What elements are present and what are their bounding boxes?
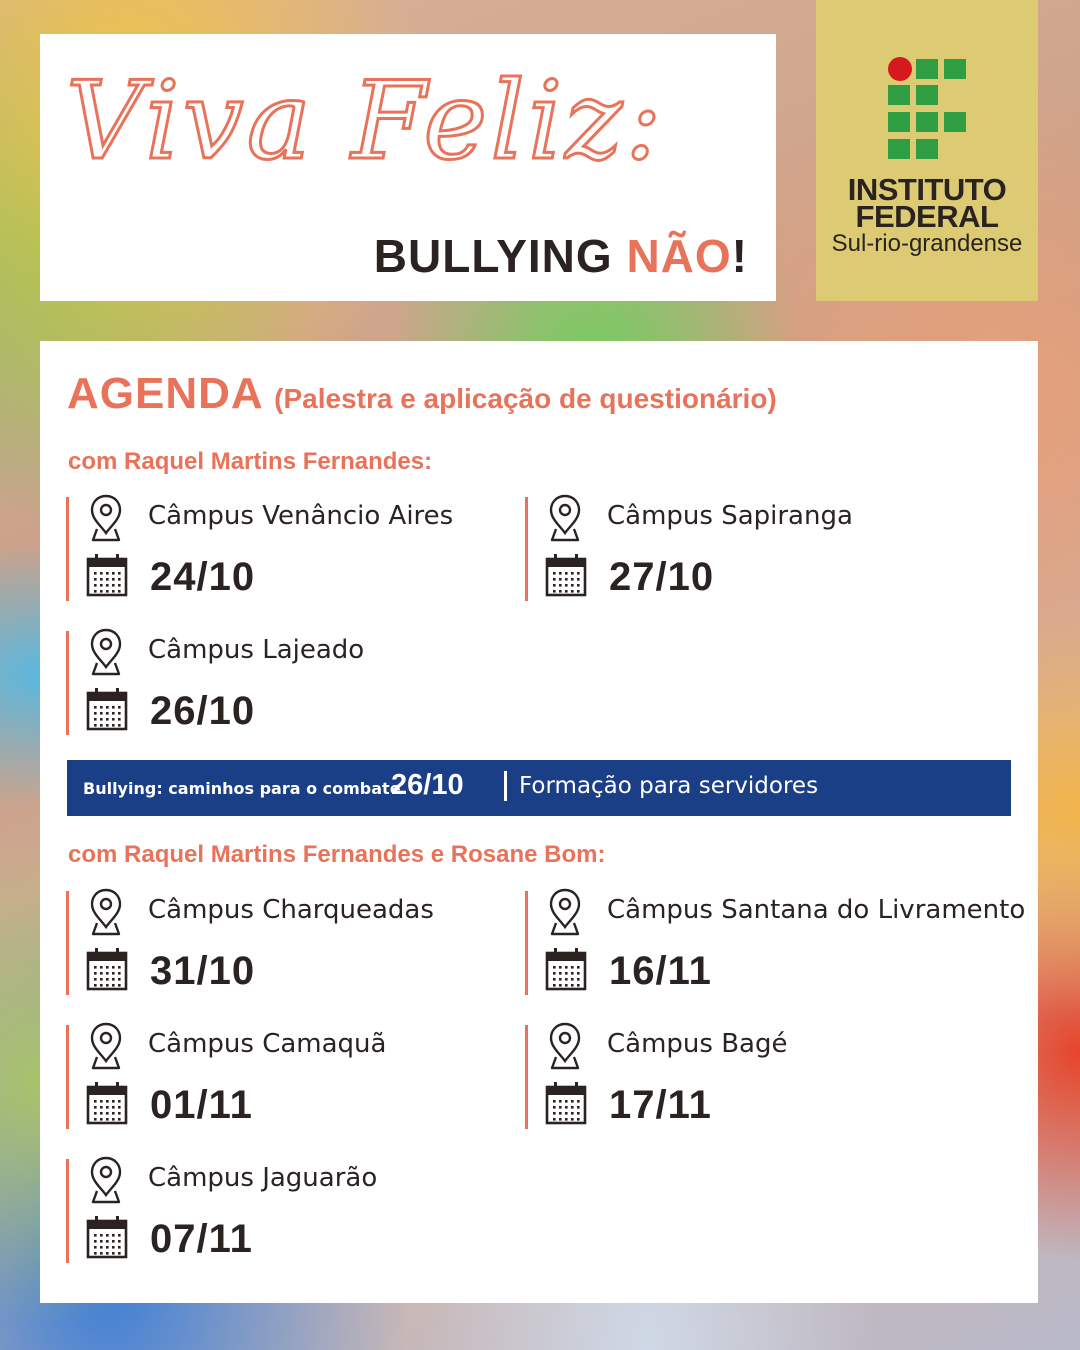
title-card [40,34,776,301]
event-accent-bar [66,497,69,601]
training-banner [67,760,1011,816]
group2-heading: com Raquel Martins Fernandes e Rosane Bom: [68,841,606,868]
agenda-card [40,341,1038,1303]
map-pin-icon [88,627,124,677]
event-accent-bar [66,631,69,735]
ifsul-logo [816,0,1038,301]
event-date: 07/11 [150,1217,253,1261]
logo-text-sul-rio-grandense: Sul-rio-grandense [831,230,1023,257]
logo-text-federal: FEDERAL [855,199,999,234]
event-date: 01/11 [150,1083,253,1127]
calendar-icon [86,947,128,991]
calendar-icon [86,553,128,597]
title-bullying-nao: BULLYING NÃO! [373,230,748,282]
calendar-icon [86,1081,128,1125]
map-pin-icon [547,493,583,543]
title-script: Viva Feliz: [66,59,665,184]
campus-name: Câmpus Camaquã [148,1029,387,1059]
map-pin-icon [88,887,124,937]
event-accent-bar [525,1025,528,1129]
event-date: 16/11 [609,949,712,993]
logo-grid-icon [888,57,966,161]
event-santana-do-livramento [525,891,1026,995]
event-jaguarao [66,1159,506,1263]
event-date: 17/11 [609,1083,712,1127]
map-pin-icon [88,1155,124,1205]
logo-text-instituto: INSTITUTO [847,172,1007,207]
event-date: 27/10 [609,555,715,599]
event-lajeado [66,631,506,735]
calendar-icon [545,947,587,991]
event-charqueadas [66,891,506,995]
map-pin-icon [88,493,124,543]
event-camaqua [66,1025,506,1129]
campus-name: Câmpus Charqueadas [148,895,434,925]
event-venancio-aires [66,497,506,601]
campus-name: Câmpus Santana do Livramento [607,895,1026,925]
campus-name: Câmpus Lajeado [148,635,365,665]
campus-name: Câmpus Sapiranga [607,501,853,531]
event-sapiranga [525,497,965,601]
event-date: 26/10 [150,689,256,733]
map-pin-icon [88,1021,124,1071]
calendar-icon [545,553,587,597]
event-date: 31/10 [150,949,256,993]
event-accent-bar [66,891,69,995]
event-accent-bar [525,497,528,601]
calendar-icon [545,1081,587,1125]
banner-text: Formação para servidores [519,773,819,799]
campus-name: Câmpus Jaguarão [148,1163,378,1193]
agenda-heading [67,369,777,419]
agenda-title: AGENDA [67,369,264,418]
event-accent-bar [66,1025,69,1129]
calendar-icon [86,1215,128,1259]
event-accent-bar [66,1159,69,1263]
campus-name: Câmpus Bagé [607,1029,788,1059]
group1-heading: com Raquel Martins Fernandes: [68,448,433,475]
banner-divider [504,771,507,801]
event-bage [525,1025,965,1129]
campus-name: Câmpus Venâncio Aires [148,501,454,531]
agenda-subtitle: (Palestra e aplicação de questionário) [274,383,777,414]
event-accent-bar [525,891,528,995]
map-pin-icon [547,887,583,937]
calendar-icon [86,687,128,731]
event-date: 24/10 [150,555,256,599]
banner-label: Bullying: caminhos para o combate [83,779,401,798]
banner-date: 26/10 [391,769,464,801]
map-pin-icon [547,1021,583,1071]
